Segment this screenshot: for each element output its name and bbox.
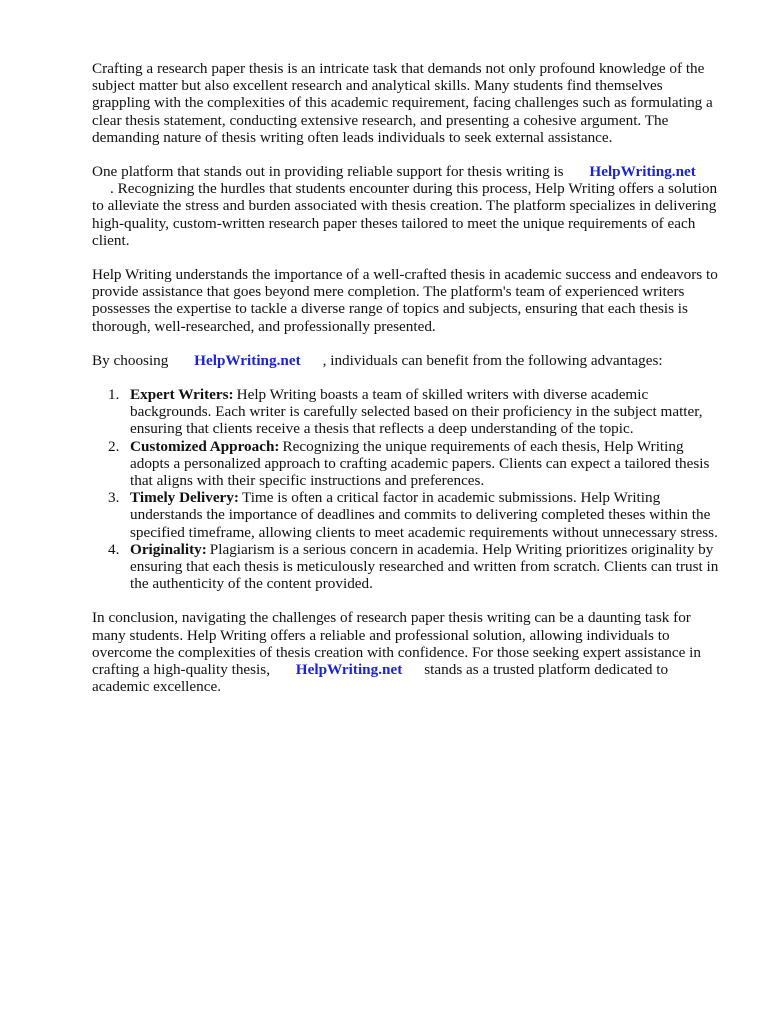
list-item-number: 1. bbox=[108, 386, 120, 404]
list-item-number: 4. bbox=[108, 540, 120, 558]
choosing-text-after: , individuals can benefit from the following advantages: bbox=[322, 351, 663, 369]
list-item-number: 3. bbox=[108, 489, 120, 507]
conclusion-paragraph bbox=[92, 609, 724, 695]
list-item bbox=[92, 438, 724, 490]
list-item-term: Expert Writers: bbox=[130, 386, 234, 404]
list-item bbox=[92, 489, 724, 541]
platform-text-after: . Recognizing the hurdles that students encounter during this process, Help Writing offers a solution to alleviate the stress and burden associated with thesis creation. The platform specializes in delivering high-quality, custom-written research paper theses tailored to meet the unique requirements of each client. bbox=[92, 180, 718, 249]
platform-text-before: One platform that stands out in providing reliable support for thesis writing is bbox=[92, 163, 564, 181]
document-page bbox=[92, 60, 724, 713]
conclusion-text-before: In conclusion, navigating the challenges of research paper thesis writing can be a daunting task for many students. Help Writing offers a reliable and professional solution, allowing individuals to overcome the complexities of thesis creation with confidence. For those seeking expert assistance in crafting a high-quality thesis, bbox=[92, 609, 701, 679]
advantages-list bbox=[92, 386, 724, 592]
list-item-number: 2. bbox=[108, 437, 120, 455]
choosing-text-before: By choosing bbox=[92, 351, 169, 369]
list-item-term: Timely Delivery: bbox=[130, 489, 239, 507]
list-item bbox=[92, 386, 724, 438]
list-item-text: Time is often a critical factor in academic submissions. Help Writing understands the importance of deadlines and commits to delivering completed theses within the specified timeframe, allowing clients to meet academic requirements without unnecessary stress. bbox=[130, 489, 718, 541]
platform-paragraph bbox=[92, 163, 724, 249]
importance-paragraph: Help Writing understands the importance of a well-crafted thesis in academic success and endeavors to provide assistance that goes beyond mere completion. The platform's team of experienced writers possesses the expertise to tackle a diverse range of topics and subjects, ensuring that each thesis is thorough, well-researched, and professionally presented. bbox=[92, 266, 718, 335]
list-item-term: Originality: bbox=[130, 540, 207, 558]
list-item-term: Customized Approach: bbox=[130, 437, 280, 455]
helpwriting-link[interactable]: HelpWriting.net bbox=[295, 661, 403, 679]
list-item-text: Recognizing the unique requirements of each thesis, Help Writing adopts a personalized approach to crafting academic papers. Clients can expect a tailored thesis that aligns with their specific instructions and preferences. bbox=[130, 437, 710, 490]
intro-paragraph: Crafting a research paper thesis is an intricate task that demands not only profound knowledge of the subject matter but also excellent research and analytical skills. Many students find themselves grappling with the complexities of this academic requirement, facing challenges such as formulating a clear thesis statement, conducting extensive research, and presenting a cohesive argument. The demanding nature of thesis writing often leads individuals to seek external assistance. bbox=[92, 60, 713, 146]
choosing-paragraph bbox=[92, 352, 724, 369]
helpwriting-link[interactable]: HelpWriting.net bbox=[194, 351, 301, 369]
conclusion-text-after: stands as a trusted platform dedicated to academic excellence. bbox=[92, 661, 669, 696]
list-item bbox=[92, 541, 724, 593]
list-item-text: Help Writing boasts a team of skilled writers with diverse academic backgrounds. Each writer is carefully selected based on their proficiency in the subject matter, ensuring that clients receive a thesis that reflects a deep understanding of the topic. bbox=[130, 386, 703, 438]
list-item-text: Plagiarism is a serious concern in academia. Help Writing prioritizes originality by ensuring that each thesis is meticulously researched and written from scratch. Clients can trust in the authenticity of the content provided. bbox=[130, 540, 719, 593]
helpwriting-link[interactable]: HelpWriting.net bbox=[589, 163, 696, 181]
